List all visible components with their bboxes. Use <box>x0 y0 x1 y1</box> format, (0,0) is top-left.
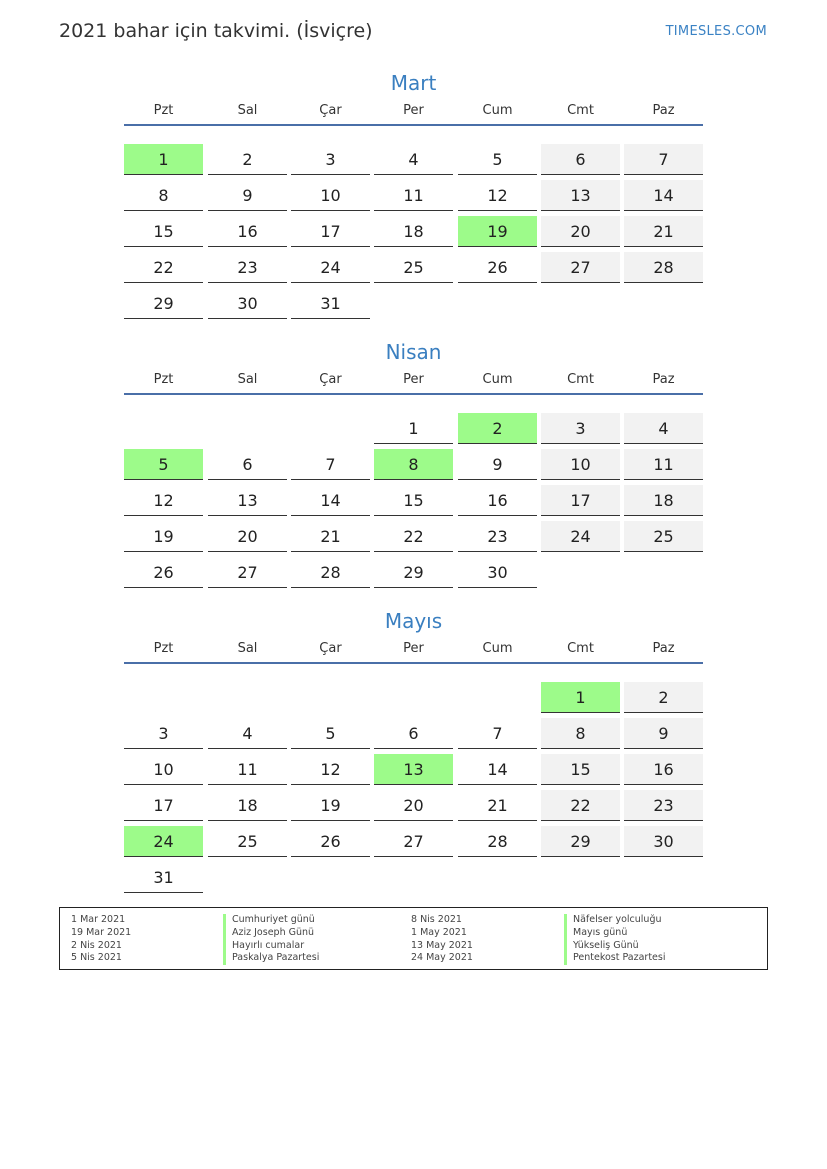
day-cell: 16 <box>624 754 703 785</box>
holiday-day-cell: 5 <box>124 449 203 480</box>
legend-date: 13 May 2021 <box>411 939 473 951</box>
holiday-day-cell: 2 <box>458 413 537 444</box>
weekday-label: Cmt <box>567 103 594 118</box>
weekday-label: Pzt <box>153 641 174 656</box>
day-cell: 26 <box>458 252 537 283</box>
day-cell: 8 <box>541 718 620 749</box>
day-cell: 31 <box>124 862 203 893</box>
day-cell: 17 <box>291 216 370 247</box>
day-cell: 3 <box>291 144 370 175</box>
day-cell: 29 <box>374 557 453 588</box>
day-cell: 24 <box>291 252 370 283</box>
weekday-label: Çar <box>319 372 342 387</box>
day-cell: 15 <box>541 754 620 785</box>
day-cell: 25 <box>208 826 287 857</box>
month-name: Nisan <box>385 340 442 364</box>
weekday-label: Paz <box>652 372 675 387</box>
day-cell: 4 <box>208 718 287 749</box>
legend-date: 2 Nis 2021 <box>71 939 122 951</box>
day-cell: 18 <box>374 216 453 247</box>
legend-date: 8 Nis 2021 <box>411 914 462 925</box>
legend-holiday-name: Yükseliş Günü <box>564 940 666 953</box>
weekday-label: Pzt <box>153 103 174 118</box>
day-cell: 19 <box>124 521 203 552</box>
day-cell: 25 <box>374 252 453 283</box>
day-cell: 22 <box>541 790 620 821</box>
day-cell: 21 <box>458 790 537 821</box>
page-title: 2021 bahar için takvimi. (İsviçre) <box>59 20 373 42</box>
holiday-day-cell: 19 <box>458 216 537 247</box>
weekday-label: Cum <box>482 641 513 656</box>
day-cell: 31 <box>291 288 370 319</box>
weekday-label: Çar <box>319 103 342 118</box>
day-cell: 16 <box>458 485 537 516</box>
day-cell: 9 <box>624 718 703 749</box>
legend-date: 5 Nis 2021 <box>71 952 122 964</box>
day-cell: 14 <box>291 485 370 516</box>
holiday-day-cell: 1 <box>541 682 620 713</box>
day-cell: 22 <box>124 252 203 283</box>
day-cell: 4 <box>374 144 453 175</box>
day-cell: 11 <box>208 754 287 785</box>
day-cell: 23 <box>208 252 287 283</box>
day-cell: 12 <box>458 180 537 211</box>
day-cell: 18 <box>208 790 287 821</box>
weekday-header-row <box>124 638 703 664</box>
legend-holiday-name: Cumhuriyet günü <box>223 914 319 927</box>
weekday-label: Sal <box>237 372 258 387</box>
day-cell: 6 <box>374 718 453 749</box>
day-cell: 15 <box>124 216 203 247</box>
legend-holiday-name: Pentekost Pazartesi <box>564 952 666 965</box>
day-cell: 24 <box>541 521 620 552</box>
day-cell: 1 <box>374 413 453 444</box>
legend-dates-right <box>411 914 473 965</box>
legend-date: 24 May 2021 <box>411 952 473 964</box>
day-cell: 20 <box>541 216 620 247</box>
day-cell: 6 <box>208 449 287 480</box>
weekday-label: Cum <box>482 103 513 118</box>
weekday-label: Per <box>403 372 424 387</box>
day-cell: 23 <box>458 521 537 552</box>
day-cell: 28 <box>291 557 370 588</box>
day-cell: 9 <box>458 449 537 480</box>
day-cell: 20 <box>374 790 453 821</box>
day-cell: 7 <box>458 718 537 749</box>
holiday-day-cell: 13 <box>374 754 453 785</box>
month-name: Mart <box>390 71 437 95</box>
weekday-label: Cmt <box>567 372 594 387</box>
day-cell: 14 <box>624 180 703 211</box>
day-cell: 10 <box>124 754 203 785</box>
day-cell: 11 <box>374 180 453 211</box>
day-cell: 22 <box>374 521 453 552</box>
day-cell: 29 <box>541 826 620 857</box>
day-cell: 19 <box>291 790 370 821</box>
day-cell: 9 <box>208 180 287 211</box>
holiday-day-cell: 24 <box>124 826 203 857</box>
day-cell: 21 <box>291 521 370 552</box>
day-cell: 10 <box>541 449 620 480</box>
day-cell: 7 <box>291 449 370 480</box>
legend-holiday-name: Hayırlı cumalar <box>223 940 319 953</box>
site-link[interactable]: TIMESLES.COM <box>665 24 767 39</box>
day-cell: 5 <box>458 144 537 175</box>
day-cell: 17 <box>124 790 203 821</box>
weekday-label: Cum <box>482 372 513 387</box>
weekday-label: Pzt <box>153 372 174 387</box>
day-cell: 20 <box>208 521 287 552</box>
legend-date: 19 Mar 2021 <box>71 926 132 938</box>
day-cell: 15 <box>374 485 453 516</box>
day-cell: 26 <box>291 826 370 857</box>
weekday-label: Paz <box>652 641 675 656</box>
day-cell: 23 <box>624 790 703 821</box>
day-cell: 30 <box>458 557 537 588</box>
day-cell: 26 <box>124 557 203 588</box>
day-cell: 10 <box>291 180 370 211</box>
legend-names-right <box>564 914 666 965</box>
day-cell: 27 <box>541 252 620 283</box>
weekday-label: Paz <box>652 103 675 118</box>
weekday-header-row <box>124 100 703 126</box>
day-cell: 13 <box>208 485 287 516</box>
day-cell: 13 <box>541 180 620 211</box>
legend-holiday-name: Mayıs günü <box>564 927 666 940</box>
day-cell: 28 <box>458 826 537 857</box>
weekday-header-row <box>124 369 703 395</box>
day-cell: 7 <box>624 144 703 175</box>
day-cell: 5 <box>291 718 370 749</box>
day-cell: 3 <box>541 413 620 444</box>
day-cell: 25 <box>624 521 703 552</box>
legend-holiday-name: Paskalya Pazartesi <box>223 952 319 965</box>
weekday-label: Per <box>403 103 424 118</box>
day-cell: 16 <box>208 216 287 247</box>
day-cell: 30 <box>624 826 703 857</box>
holiday-legend <box>59 907 768 970</box>
month-name: Mayıs <box>384 609 443 633</box>
day-cell: 21 <box>624 216 703 247</box>
weekday-label: Çar <box>319 641 342 656</box>
day-cell: 29 <box>124 288 203 319</box>
day-cell: 12 <box>124 485 203 516</box>
day-cell: 2 <box>208 144 287 175</box>
day-cell: 14 <box>458 754 537 785</box>
legend-date: 1 Mar 2021 <box>71 914 126 925</box>
holiday-day-cell: 8 <box>374 449 453 480</box>
holiday-day-cell: 1 <box>124 144 203 175</box>
legend-dates-left <box>71 914 131 965</box>
weekday-label: Cmt <box>567 641 594 656</box>
day-cell: 4 <box>624 413 703 444</box>
weekday-label: Sal <box>237 103 258 118</box>
day-cell: 18 <box>624 485 703 516</box>
legend-holiday-name: Näfelser yolculuğu <box>564 914 666 927</box>
day-cell: 28 <box>624 252 703 283</box>
day-cell: 30 <box>208 288 287 319</box>
day-cell: 6 <box>541 144 620 175</box>
day-cell: 8 <box>124 180 203 211</box>
day-cell: 12 <box>291 754 370 785</box>
weekday-label: Sal <box>237 641 258 656</box>
day-cell: 27 <box>374 826 453 857</box>
day-cell: 2 <box>624 682 703 713</box>
day-cell: 3 <box>124 718 203 749</box>
day-cell: 11 <box>624 449 703 480</box>
day-cell: 27 <box>208 557 287 588</box>
legend-names-left <box>223 914 319 965</box>
weekday-label: Per <box>403 641 424 656</box>
day-cell: 17 <box>541 485 620 516</box>
legend-date: 1 May 2021 <box>411 926 467 938</box>
legend-holiday-name: Aziz Joseph Günü <box>223 927 319 940</box>
